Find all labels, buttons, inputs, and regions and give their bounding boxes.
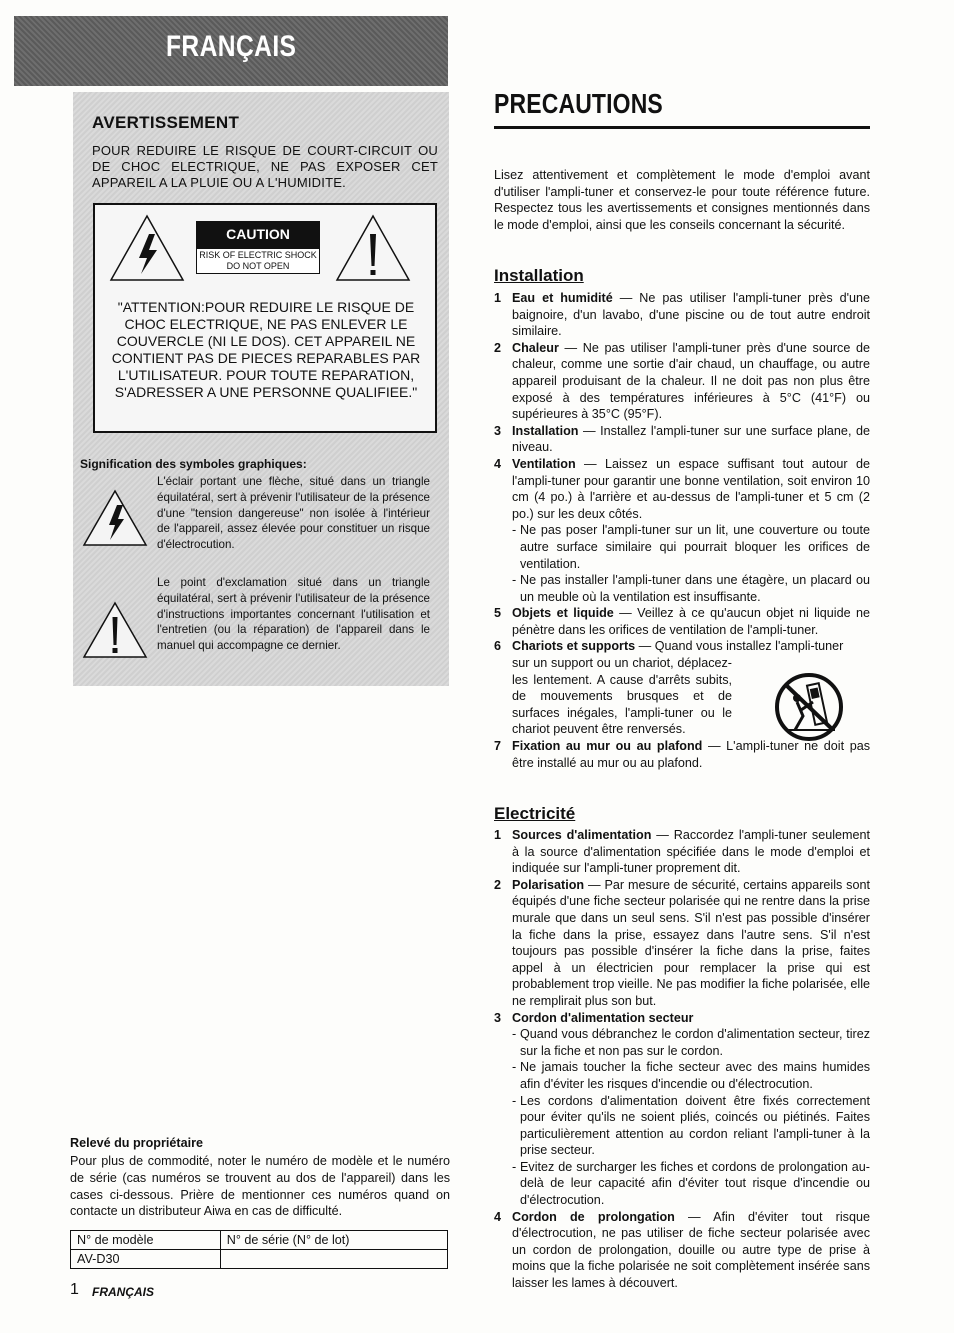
item-heading: Eau et humidité bbox=[512, 291, 613, 305]
sub-item-text: Evitez de surcharger les fiches et cordons de prolongation au-delà de leur capacité afin d'éviter tout risque d'incendie ou d'électrocution. bbox=[520, 1159, 870, 1208]
item-text: — Par mesure de sécurité, certains appareils sont équipés d'une fiche secteur polarisée qui ne rentre dans la prise murale que dans un seul sens. S'il n'est pas possible d'insérer la fiche dans la prise, essayez dans l'autre sens. S'il n'est toujours pas possible d'insérer la fiche dans la prise, faites appel à un électricien pour remplacer la prise qui est probablement trop vieille. Ne pas modifier la fiche polarisée, elle ne remplirait plus son but. bbox=[512, 877, 870, 1008]
caution-label: CAUTION bbox=[196, 221, 320, 248]
installation-title: Installation bbox=[494, 266, 584, 285]
list-item bbox=[494, 290, 870, 340]
item-heading: Sources d'alimentation bbox=[512, 828, 652, 842]
title-rule bbox=[494, 126, 870, 129]
sub-item: - Les cordons d'alimentation doivent être fixés correctement pour éviter qu'ils ne soient pliés, coincés ou piétinés. Faites particulièrement attention au cordon reliant l'ampli-tuner à la prise secteur. bbox=[512, 1093, 870, 1158]
list-item bbox=[494, 827, 870, 877]
language-banner bbox=[14, 16, 448, 86]
item-number: 2 bbox=[494, 877, 502, 892]
item-text: — L'ampli-tuner ne doit pas être installé au mur ou au plafond. bbox=[512, 739, 871, 770]
sub-item-text: Ne jamais toucher la fiche secteur avec des mains humides afin d'éviter les risques d'incendie ou d'électrocution. bbox=[520, 1060, 870, 1091]
symbols-title: Signification des symboles graphiques: bbox=[80, 457, 307, 471]
item-heading: Ventilation bbox=[512, 456, 576, 471]
item-heading: Fixation au mur ou au plafond bbox=[512, 739, 703, 754]
caution-box bbox=[93, 203, 437, 433]
lightning-symbol-icon bbox=[82, 489, 148, 547]
item-heading: Cordon d'alimentation secteur bbox=[512, 1010, 694, 1025]
list-item bbox=[494, 605, 870, 638]
model-header: N° de modèle bbox=[71, 1231, 221, 1250]
sub-item: - Quand vous débranchez le cordon d'alimentation secteur, tirez sur la fiche et non pas sur le cordon. bbox=[512, 1027, 870, 1058]
caution-subtext bbox=[196, 248, 320, 274]
lightning-symbol-text: L'éclair portant une flèche, situé dans un triangle équilatéral, sert à prévenir l'utilisateur de la présence d'une "tension dangereuse" non isolée à l'intérieur de l'appareil, assez élevée pour constituer un risque d'électrocution. bbox=[157, 475, 430, 552]
sub-item: - Ne jamais toucher la fiche secteur avec des mains humides afin d'éviter les risques d'incendie ou d'électrocution. bbox=[512, 1060, 870, 1091]
page-language-label: FRANÇAIS bbox=[92, 1285, 154, 1299]
item-text: — Ne pas utiliser l'ampli-tuner près d'une baignoire, d'un lavabo, d'une piscine ou de tout autre endroit similaire. bbox=[512, 291, 871, 339]
item-text: — Afin d'éviter tout risque d'électrocution, ne pas utiliser de fiche secteur polarisée avec un cordon de prolongation, douille ou autre type de prise à moins que la fiche polarisée ne soit complètement insérée sans laisser les lames à découvert. bbox=[512, 1209, 870, 1291]
item-number: 7 bbox=[494, 739, 502, 754]
caution-sub-line-1: RISK OF ELECTRIC SHOCK bbox=[199, 250, 317, 260]
warning-text: POUR REDUIRE LE RISQUE DE COURT-CIRCUIT OU DE CHOC ELECTRIQUE, NE PAS EXPOSER CET APPAREIL A LA PLUIE OU A L'HUMIDITE. bbox=[92, 143, 438, 190]
page-number: 1 bbox=[70, 1281, 79, 1298]
sub-item-text: Les cordons d'alimentation doivent être fixés correctement pour éviter qu'ils ne soient pliés, coincés ou piétinés. Faites particulièrement attention au cordon reliant l'ampli-tuner à la prise secteur. bbox=[520, 1093, 870, 1158]
electricite-list bbox=[494, 827, 870, 1292]
list-item bbox=[494, 638, 870, 655]
item-text: — Installez l'ampli-tuner sur une surface plane, de niveau. bbox=[512, 423, 870, 455]
item-text: — Quand vous installez l'ampli-tuner bbox=[635, 639, 844, 654]
item-heading: Chaleur bbox=[512, 340, 559, 355]
lightning-triangle-icon bbox=[109, 214, 185, 282]
caution-sub-line-2: DO NOT OPEN bbox=[226, 261, 290, 271]
serial-header: N° de série (N° de lot) bbox=[220, 1231, 447, 1250]
item-number: 1 bbox=[494, 291, 502, 305]
language-label: FRANÇAIS bbox=[166, 30, 297, 63]
sub-item: - Ne pas installer l'ampli-tuner dans une étagère, un placard ou un meuble où la ventilation est insuffisante. bbox=[512, 573, 870, 604]
model-value: AV-D30 bbox=[71, 1250, 221, 1269]
electricite-title: Electricité bbox=[494, 804, 576, 823]
item-heading: Objets et liquide bbox=[512, 606, 614, 621]
list-item bbox=[494, 738, 870, 771]
item-heading: Polarisation bbox=[512, 877, 585, 892]
item-number: 2 bbox=[494, 340, 502, 355]
item-text: — Raccordez l'ampli-tuner seulement à la source d'alimentation spécifiée dans le mode d'emploi et indiquée sur l'ampli-tuner proprement dit. bbox=[512, 828, 870, 876]
item-heading: Installation bbox=[512, 423, 579, 438]
owner-record-table bbox=[70, 1230, 448, 1269]
no-cart-tipping-icon bbox=[773, 672, 845, 742]
exclamation-triangle-icon bbox=[335, 214, 411, 282]
sub-item: - Ne pas poser l'ampli-tuner sur un lit, une couverture ou toute autre surface similaire qui pourrait bloquer les orifices de ventilation. bbox=[512, 523, 870, 571]
list-item bbox=[494, 1209, 870, 1292]
cart-text: sur un support ou un chariot, déplacez-les lentement. A cause d'arrêts subits, de mouvements brusques et de surfaces inégales, l'ampli-tuner ou le chariot peuvent être renversés. bbox=[512, 656, 732, 737]
precautions-intro: Lisez attentivement et complètement le mode d'emploi avant d'utiliser l'ampli-tuner et conservez-le pour toute référence future. Respectez tous les avertissements et consignes mentionnés dans le mode d'emploi, ainsi que les conseils concernant la sécurité. bbox=[494, 168, 870, 232]
sub-item-text: Ne pas installer l'ampli-tuner dans une étagère, un placard ou un meuble où la ventilation est insuffisante. bbox=[520, 573, 870, 604]
item-number: 4 bbox=[494, 456, 502, 471]
item-heading: Cordon de prolongation bbox=[512, 1209, 675, 1224]
sub-item: - Evitez de surcharger les fiches et cordons de prolongation au-delà de leur capacité afin d'éviter tout risque d'incendie ou d'électrocution. bbox=[512, 1159, 870, 1208]
item-number: 5 bbox=[494, 606, 502, 621]
item-number: 6 bbox=[494, 639, 502, 654]
owner-record-text: Pour plus de commodité, noter le numéro de modèle et le numéro de série (cas numéros se trouvent au dos de l'appareil) dans les cases ci-dessous. Prière de mentionner ces numéros quand on contacte un distributeur Aiwa en cas de difficulté. bbox=[70, 1154, 450, 1219]
precautions-title: PRECAUTIONS bbox=[494, 88, 663, 119]
exclamation-symbol-text: Le point d'exclamation situé dans un triangle équilatéral, sert à prévenir l'utilisateur de la présence d'instructions importantes concernant l'utilisation et l'entretien (ou la réparation) de l'appareil dans le manuel qui accompagne ce dernier. bbox=[157, 576, 430, 653]
item-number: 1 bbox=[494, 828, 502, 842]
list-item bbox=[494, 423, 870, 456]
sub-item-text: Quand vous débranchez le cordon d'alimentation secteur, tirez sur la fiche et non pas sur le cordon. bbox=[520, 1027, 870, 1058]
serial-value bbox=[220, 1250, 447, 1269]
warning-title: AVERTISSEMENT bbox=[92, 113, 240, 132]
list-item bbox=[494, 1010, 870, 1027]
sub-item-text: Ne pas poser l'ampli-tuner sur un lit, une couverture ou toute autre surface similaire qui pourrait bloquer les orifices de ventilation. bbox=[520, 523, 870, 571]
list-item bbox=[494, 456, 870, 522]
item-text: — Veillez à ce qu'aucun objet ni liquide ne pénètre dans les orifices de ventilation de l'ampli-tuner. bbox=[512, 606, 870, 637]
item-text: — Ne pas utiliser l'ampli-tuner près d'une source de chaleur, comme une sortie d'air chaud, un chauffage, ou autre appareil produisant de la chaleur. Il ne doit pas non plus être exposé à des températures inférieures à 5°C (41°F) ou supérieures à 35°C (95°F). bbox=[512, 340, 870, 422]
owner-record-title: Relevé du propriétaire bbox=[70, 1136, 203, 1150]
list-item bbox=[494, 340, 870, 423]
item-number: 4 bbox=[494, 1209, 502, 1224]
item-number: 3 bbox=[494, 1010, 502, 1025]
item-heading: Chariots et supports bbox=[512, 639, 636, 654]
caution-text: "ATTENTION:POUR REDUIRE LE RISQUE DE CHOC ELECTRIQUE, NE PAS ENLEVER LE COUVERCLE (NI LE DOS). CET APPAREIL NE CONTIENT PAS DE PIECES REPARABLES PAR L'UTILISATEUR. POUR TOUTE REPARATION, S'ADRESSER A UNE PERSONNE QUALIFIEE." bbox=[111, 299, 421, 400]
item-number: 3 bbox=[494, 423, 502, 438]
exclamation-symbol-icon bbox=[82, 601, 148, 659]
item-text: — Laissez un espace suffisant tout autour de l'ampli-tuner pour garantir une bonne ventilation, soit environ 10 cm (4 po.) à l'arrière et au-dessus de l'ampli-tuner et 5 cm (2 po.) sur les deux côtés. bbox=[512, 456, 870, 521]
list-item bbox=[494, 877, 870, 1010]
